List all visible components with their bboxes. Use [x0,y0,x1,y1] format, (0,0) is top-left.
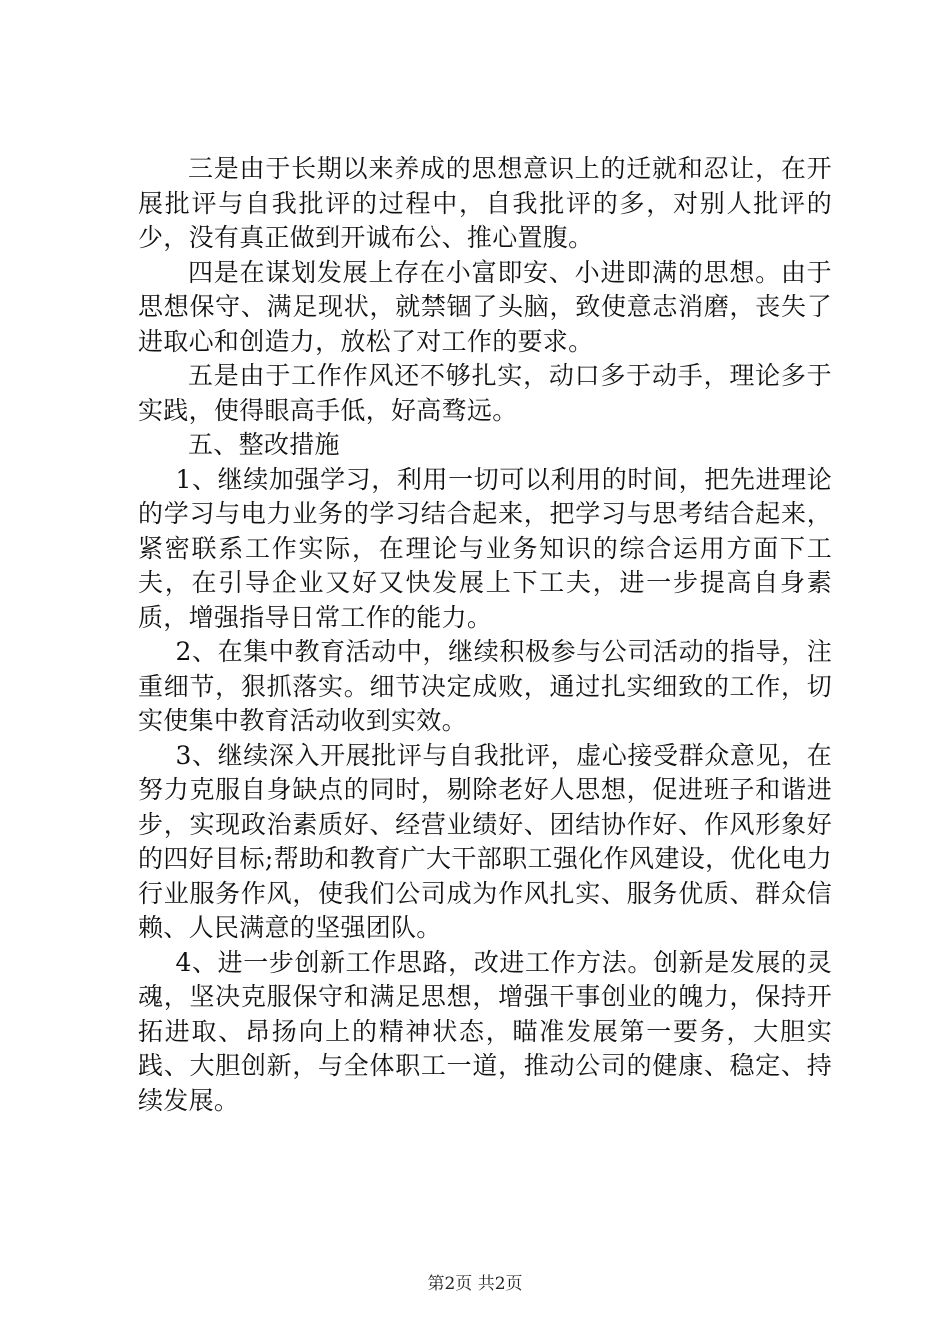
page-number-footer: 第2页 共2页 [427,1274,523,1294]
measure-item-3: 3、继续深入开展批评与自我批评，虚心接受群众意见，在努力克服自身缺点的同时，剔除老好人思想，促进班子和谐进步，实现政治素质好、经营业绩好、团结协作好、作风形象好的四好目标;帮助和教育广大干部职工强化作风建设，优化电力行业服务作风，使我们公司成为作风扎实、服务优质、群众信赖、人民满意的坚强团队。 [138,740,832,942]
paragraph-issue-four: 四是在谋划发展上存在小富即安、小进即满的思想。由于思想保守、满足现状，就禁锢了头脑，致使意志消磨，丧失了进取心和创造力，放松了对工作的要求。 [138,257,832,356]
paragraph-issue-five: 五是由于工作作风还不够扎实，动口多于动手，理论多于实践，使得眼高手低，好高骛远。 [138,361,832,425]
measure-item-2: 2、在集中教育活动中，继续积极参与公司活动的指导，注重细节，狠抓落实。细节决定成败，通过扎实细致的工作，切实使集中教育活动收到实效。 [138,637,832,735]
document-body [138,152,832,1118]
section-heading-rectification: 五、整改措施 [188,430,340,459]
paragraph-issue-three: 三是由于长期以来养成的思想意识上的迁就和忍让，在开展批评与自我批评的过程中，自我批评的多，对别人批评的少，没有真正做到开诚布公、推心置腹。 [138,154,832,252]
measure-item-1: 1、继续加强学习，利用一切可以利用的时间，把先进理论的学习与电力业务的学习结合起来，把学习与思考结合起来，紧密联系工作实际，在理论与业务知识的综合运用方面下工夫，在引导企业又好又快发展上下工夫，进一步提高自身素质，增强指导日常工作的能力。 [138,464,832,632]
measure-item-4: 4、进一步创新工作思路，改进工作方法。创新是发展的灵魂，坚决克服保守和满足思想，增强干事创业的魄力，保持开拓进取、昂扬向上的精神状态，瞄准发展第一要务，大胆实践、大胆创新，与全体职工一道，推动公司的健康、稳定、持续发展。 [138,947,832,1115]
